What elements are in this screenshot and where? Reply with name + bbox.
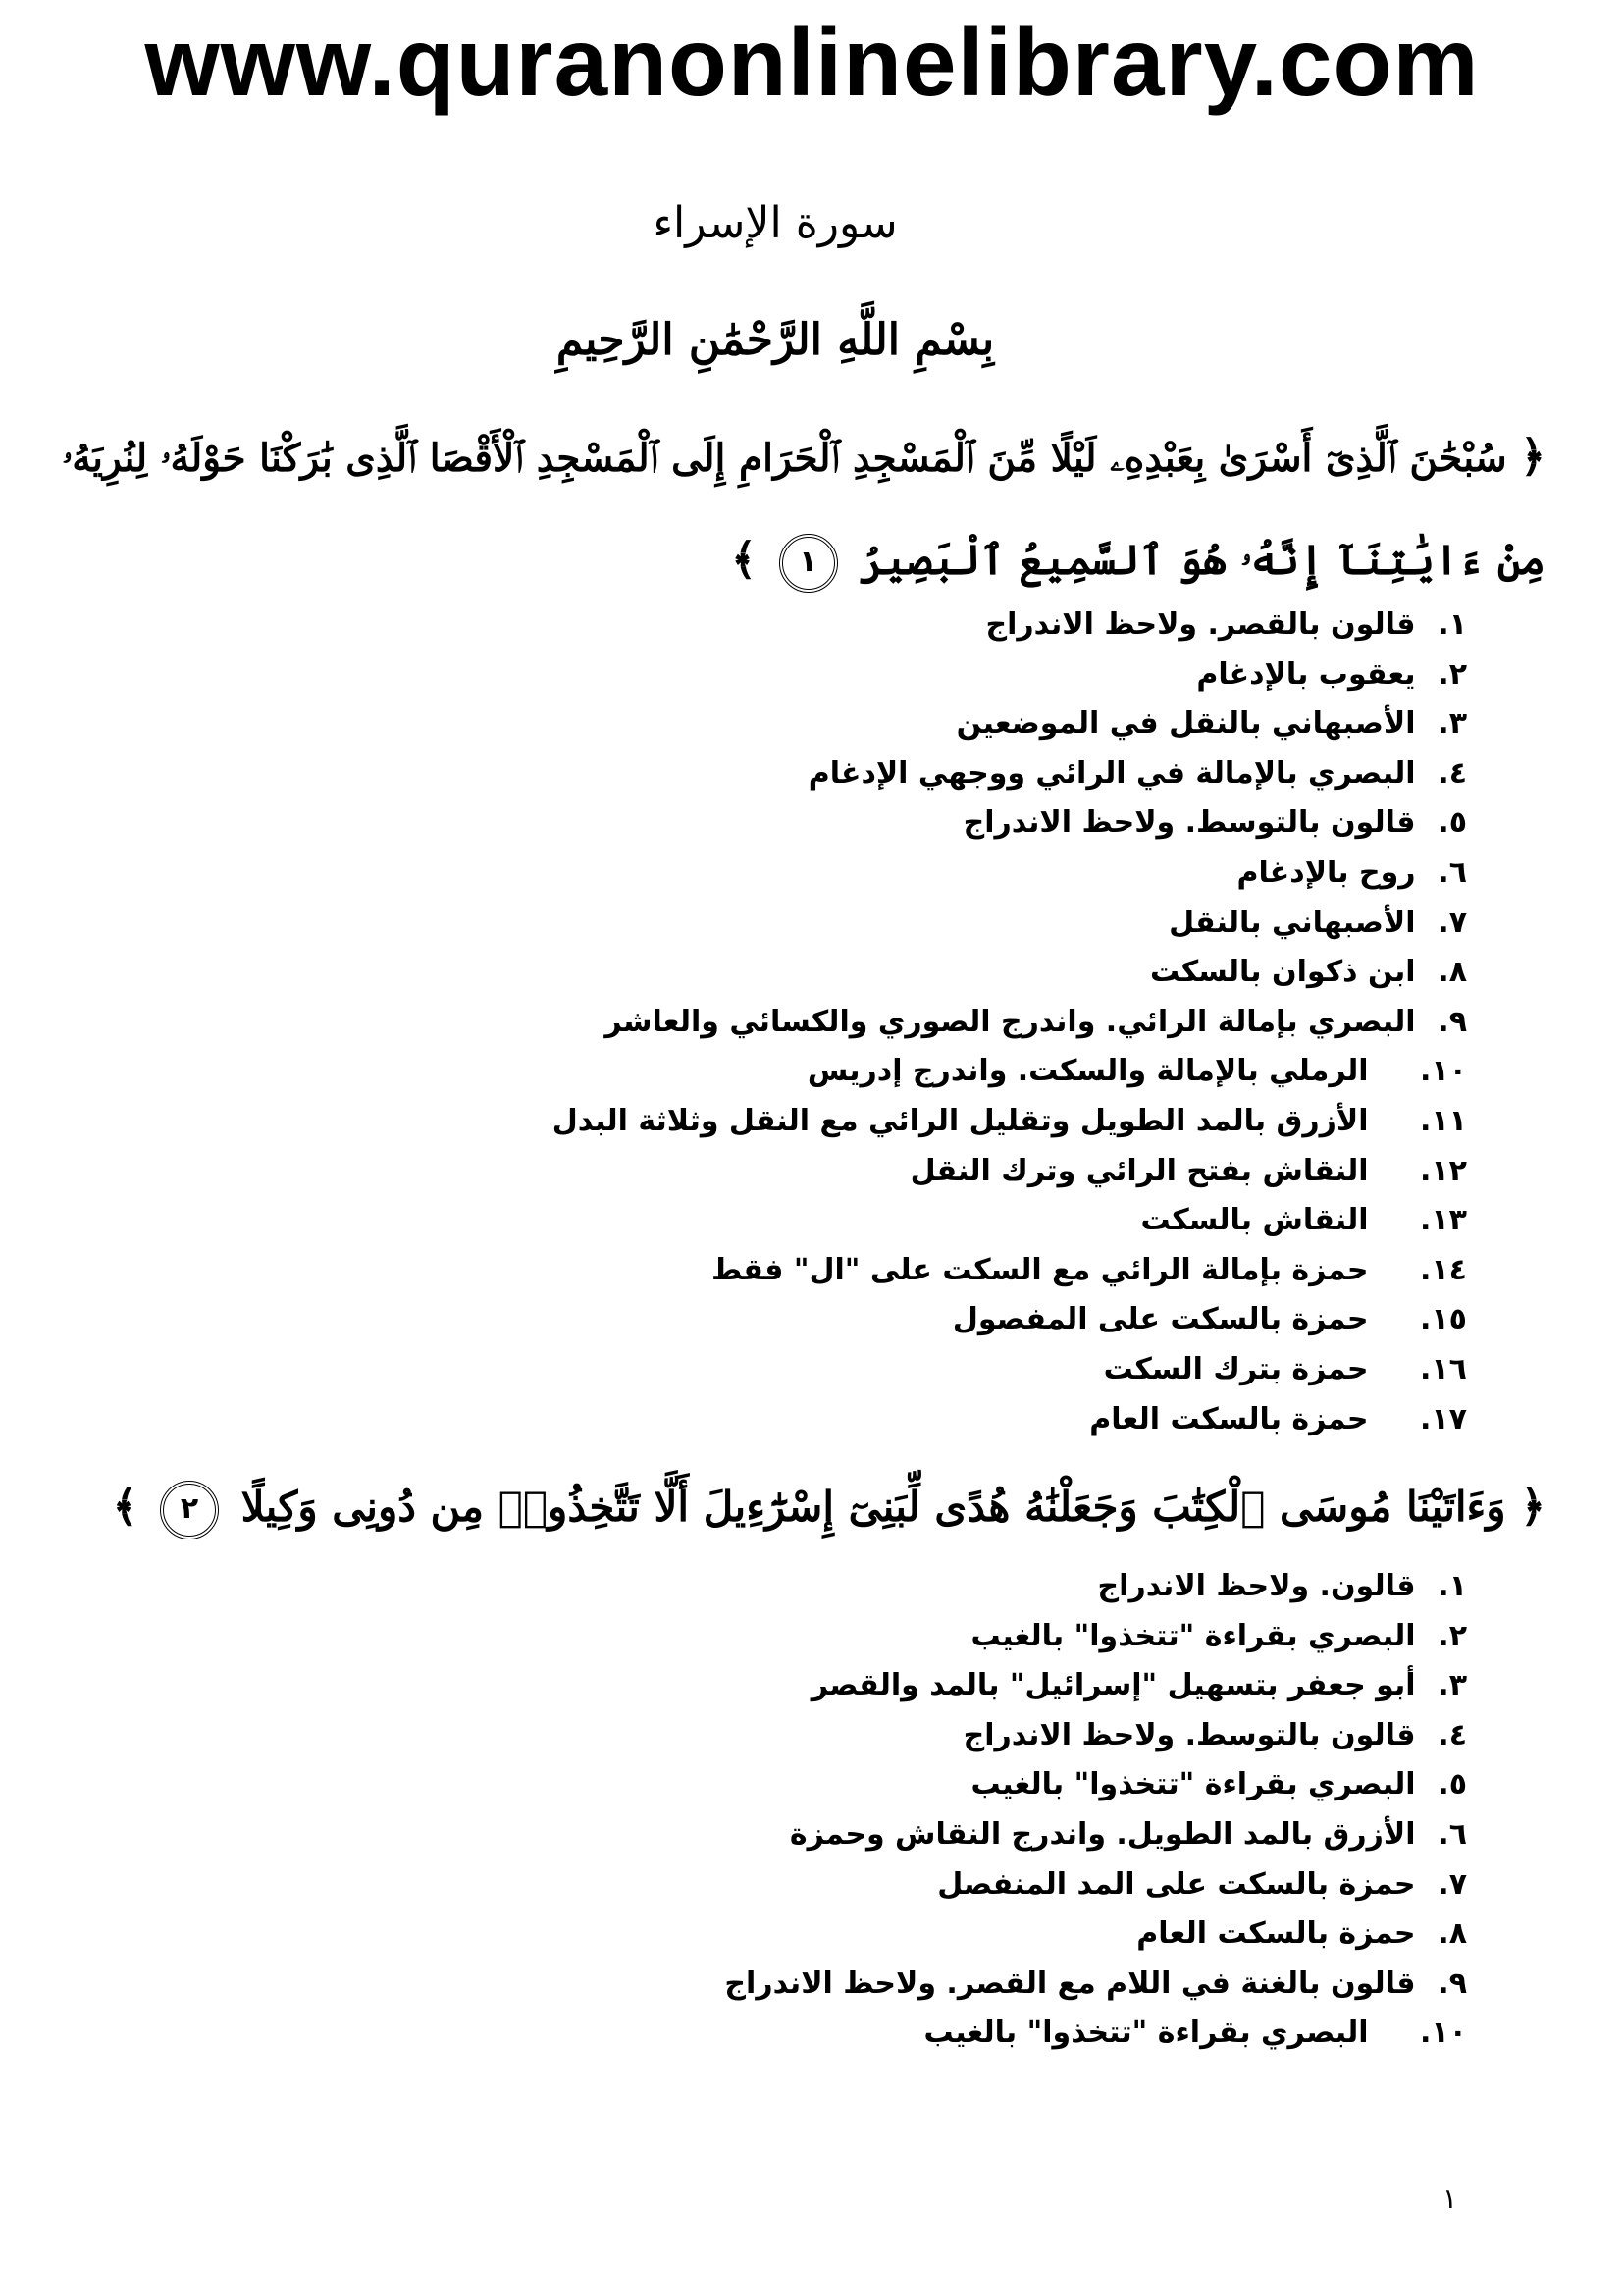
list-item xyxy=(552,998,1467,1048)
item-number: ١٦. xyxy=(1419,1351,1467,1386)
item-text: أبو جعفر بتسهيل "إسرائيل" بالمد والقصر xyxy=(811,1668,1416,1703)
item-text: حمزة بإمالة الرائي مع السكت على "ال" فقط xyxy=(711,1252,1369,1287)
item-number: ١٣. xyxy=(1419,1203,1467,1238)
list-item xyxy=(552,899,1467,949)
list-item xyxy=(552,1246,1467,1296)
list-item xyxy=(724,2009,1467,2059)
list-item xyxy=(724,1909,1467,1959)
item-number: ٣. xyxy=(1438,706,1467,742)
list-item xyxy=(552,1047,1467,1097)
list-item xyxy=(552,799,1467,849)
verse-1-readings-list xyxy=(552,600,1467,1444)
item-text: قالون بالغنة في اللام مع القصر. ولاحظ الاندراج xyxy=(724,1965,1416,2001)
item-number: ٩. xyxy=(1438,1965,1467,2001)
item-text: روح بالإدغام xyxy=(1236,855,1416,890)
item-number: ٩. xyxy=(1438,1004,1467,1039)
verse-1-line-2 xyxy=(731,525,1545,596)
item-number: ٦. xyxy=(1438,1816,1467,1852)
item-text: حمزة بالسكت العام xyxy=(1089,1401,1369,1436)
list-item xyxy=(724,1661,1467,1711)
verse-1-text-2: مِنْ ءَايَٰتِنَآ إِنَّهُۥ هُوَ ٱلسَّمِيعُ ٱلْبَصِيرُ xyxy=(860,536,1545,584)
list-item xyxy=(724,1860,1467,1910)
item-number: ٥. xyxy=(1438,806,1467,841)
item-text: البصري بقراءة "تتخذوا" بالغيب xyxy=(970,1767,1416,1802)
item-number: ٥. xyxy=(1438,1767,1467,1802)
item-text: حمزة بالسكت العام xyxy=(1136,1916,1416,1952)
list-item xyxy=(552,750,1467,800)
list-item xyxy=(552,700,1467,750)
list-item xyxy=(552,948,1467,998)
item-number: ١٤. xyxy=(1419,1252,1467,1287)
list-item xyxy=(552,1345,1467,1395)
list-item xyxy=(724,1760,1467,1810)
item-number: ٣. xyxy=(1438,1668,1467,1703)
verse-2-text-1: وَءَاتَيْنَا مُوسَى ٱلْكِتَٰبَ وَجَعَلْنَٰهُ هُدًى لِّبَنِىٓ إِسْرَٰٓءِيلَ أَلَّا تَتَّخِذُوا۟ مِن دُونِى وَكِيلًا xyxy=(240,1483,1506,1531)
verse-2-line-1 xyxy=(113,1472,1545,1542)
item-number: ٧. xyxy=(1438,905,1467,940)
item-text: الأصبهاني بالنقل في الموضعين xyxy=(956,706,1416,742)
list-item xyxy=(552,651,1467,701)
item-number: ١٠. xyxy=(1419,1054,1467,1089)
page-number: ١ xyxy=(1442,2182,1458,2215)
verse-2-readings-list xyxy=(724,1562,1467,2059)
item-text: البصري بإمالة الرائي. واندرج الصوري والكسائي والعاشر xyxy=(604,1004,1416,1039)
list-item xyxy=(724,1711,1467,1761)
item-number: ١. xyxy=(1438,607,1467,642)
verse-1-text-1: سُبْحَٰنَ ٱلَّذِىٓ أَسْرَىٰ بِعَبْدِهِۦ لَيْلًا مِّنَ ٱلْمَسْجِدِ ٱلْحَرَامِ إِلَى ٱلْمَسْجِدِ ٱلْأَقْصَا ٱلَّذِى بَٰرَكْنَا حَوْلَهُۥ لِنُرِيَهُۥ xyxy=(62,436,1507,481)
item-text: حمزة بالسكت على المفصول xyxy=(952,1302,1369,1337)
list-item xyxy=(552,1395,1467,1445)
verse-close-bracket: ﴾ xyxy=(112,1482,138,1532)
item-text: النقاش بالسكت xyxy=(1140,1203,1369,1238)
item-text: البصري بالإمالة في الرائي ووجهي الإدغام xyxy=(808,756,1416,791)
item-text: قالون بالقصر. ولاحظ الاندراج xyxy=(985,607,1416,642)
item-number: ٤. xyxy=(1438,1717,1467,1752)
verse-1-line-1 xyxy=(63,422,1546,494)
item-number: ١. xyxy=(1438,1569,1467,1603)
item-number: ١٠. xyxy=(1419,2015,1467,2051)
verse-open-bracket: ﴿ xyxy=(1520,432,1545,482)
item-number: ١١. xyxy=(1419,1103,1467,1138)
item-number: ٤. xyxy=(1438,756,1467,791)
ayah-number-marker: ١ xyxy=(779,534,838,593)
verse-open-bracket: ﴿ xyxy=(1520,1482,1545,1532)
item-text: حمزة بالسكت على المد المنفصل xyxy=(937,1866,1416,1902)
site-url-header: www.quranonlinelibrary.com xyxy=(144,8,1480,116)
item-text: حمزة بترك السكت xyxy=(1103,1351,1369,1386)
item-text: البصري بقراءة "تتخذوا" بالغيب xyxy=(923,2015,1369,2051)
verse-close-bracket: ﴾ xyxy=(731,535,757,585)
surah-title: سورة الإسراء xyxy=(653,198,898,248)
list-item xyxy=(724,1562,1467,1612)
item-text: الأصبهاني بالنقل xyxy=(1169,905,1416,940)
item-text: قالون. ولاحظ الاندراج xyxy=(1097,1569,1416,1603)
list-item xyxy=(552,1295,1467,1345)
item-text: قالون بالتوسط. ولاحظ الاندراج xyxy=(963,1717,1416,1752)
item-number: ١٢. xyxy=(1419,1153,1467,1188)
item-number: ٦. xyxy=(1438,855,1467,890)
item-number: ٧. xyxy=(1438,1866,1467,1902)
item-text: البصري بقراءة "تتخذوا" بالغيب xyxy=(970,1618,1416,1653)
item-number: ٨. xyxy=(1438,1916,1467,1952)
list-item xyxy=(552,1097,1467,1147)
list-item xyxy=(552,1147,1467,1197)
ayah-number-marker: ٢ xyxy=(160,1481,219,1539)
item-number: ٢. xyxy=(1438,1618,1467,1653)
item-number: ١٥. xyxy=(1419,1302,1467,1337)
list-item xyxy=(724,1612,1467,1662)
list-item xyxy=(552,600,1467,651)
item-text: الأزرق بالمد الطويل وتقليل الرائي مع النقل وثلاثة البدل xyxy=(551,1103,1369,1138)
item-text: يعقوب بالإدغام xyxy=(1196,656,1416,692)
item-text: قالون بالتوسط. ولاحظ الاندراج xyxy=(963,806,1416,841)
item-number: ٨. xyxy=(1438,955,1467,990)
item-text: ابن ذكوان بالسكت xyxy=(1150,955,1416,990)
basmala: بِسْمِ اللَّهِ الرَّحْمَٰنِ الرَّحِيمِ xyxy=(555,315,995,365)
item-number: ٢. xyxy=(1438,656,1467,692)
list-item xyxy=(552,1196,1467,1246)
item-text: الرملي بالإمالة والسكت. واندرج إدريس xyxy=(807,1054,1369,1089)
item-text: النقاش بفتح الرائي وترك النقل xyxy=(910,1153,1369,1188)
item-text: الأزرق بالمد الطويل. واندرج النقاش وحمزة xyxy=(789,1816,1416,1852)
list-item xyxy=(724,1959,1467,2009)
list-item xyxy=(552,849,1467,899)
item-number: ١٧. xyxy=(1419,1401,1467,1436)
list-item xyxy=(724,1810,1467,1860)
